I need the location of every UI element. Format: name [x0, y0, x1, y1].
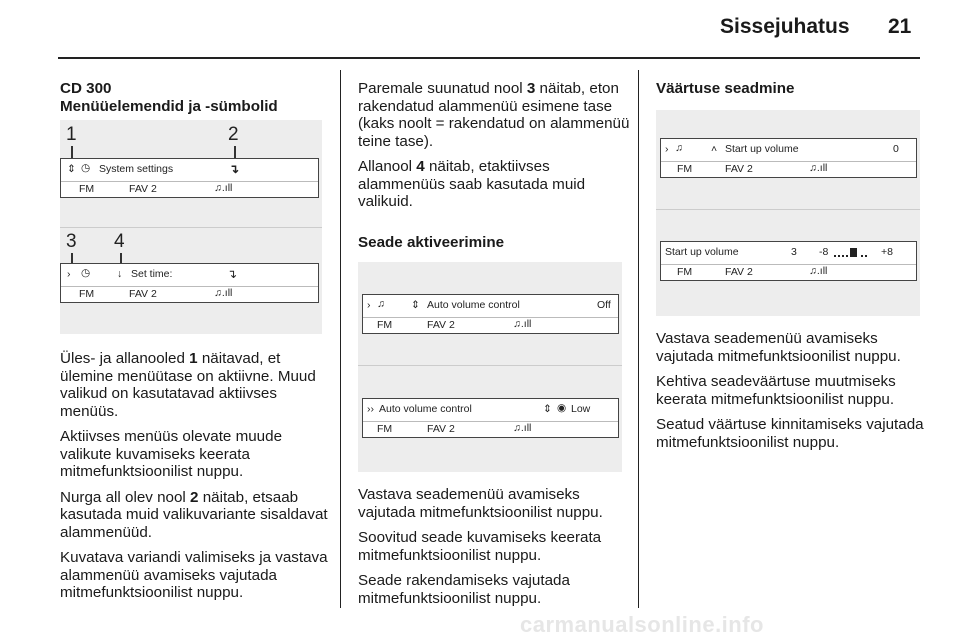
right-arrow-icon: ›	[67, 268, 71, 280]
display-screen	[660, 138, 917, 178]
callout-1: 1	[66, 124, 77, 145]
watermark: carmanualsonline.info	[520, 612, 764, 637]
middle-text-block-2	[358, 486, 630, 615]
setting-value: Low	[571, 403, 591, 415]
paragraph: Aktiivses menüüs olevate muude valikute kuvamiseks keerata mitmefunktsioonilist nuppu.	[60, 428, 283, 480]
model-name: CD 300	[60, 80, 112, 97]
radio-selected-icon: ◉	[557, 402, 567, 414]
music-note-icon: ♫	[675, 142, 683, 154]
music-signal-icon: ♫.ıll	[513, 318, 532, 330]
updown-arrows-icon: ⇕	[411, 299, 420, 311]
display-screen	[60, 158, 319, 198]
callout-2: 2	[228, 124, 239, 145]
paragraph: Vastava seademenüü avamiseks vajutada mitmefunktsioonilist nuppu.	[656, 330, 901, 365]
menu-title: System settings	[99, 163, 174, 175]
station-label: FAV 2	[725, 163, 753, 175]
menu-title: Auto volume control	[427, 299, 520, 311]
up-arrow-icon: ˄	[711, 143, 718, 155]
callout-3: 3	[66, 231, 77, 252]
station-label: FAV 2	[427, 423, 455, 435]
paragraph: Seade rakendamiseks vajutada mitmefunktsioonilist nuppu.	[358, 572, 570, 607]
scale-min: -8	[819, 246, 829, 258]
band-label: FM	[79, 288, 95, 300]
double-right-arrow-icon: ››	[367, 403, 374, 415]
updown-arrows-icon: ⇕	[67, 163, 76, 175]
callout-4: 4	[114, 231, 125, 252]
panel-separator	[656, 209, 920, 210]
paragraph: Kuvatava variandi valimiseks ja vastava alammenüü avamiseks vajutada mitmefunktsioonilist nuppu.	[60, 549, 328, 601]
menu-title: Auto volume control	[379, 403, 472, 415]
display-screen	[660, 241, 917, 281]
station-label: FAV 2	[129, 288, 157, 300]
panel-separator	[60, 227, 322, 228]
middle-text-block	[358, 80, 630, 219]
band-label: FM	[677, 266, 693, 278]
clock-icon: ◷	[81, 162, 91, 174]
music-note-icon: ♫	[377, 298, 385, 310]
down-arrow-icon: ↓	[117, 268, 123, 280]
column-divider	[340, 70, 341, 608]
station-label: FAV 2	[427, 319, 455, 331]
header-rule	[58, 57, 920, 59]
paragraph: Allanool 4 näitab, etaktiivses alammenüüs saab kasutada muid valikuid.	[358, 158, 586, 210]
page-header-title: Sissejuhatus	[720, 15, 850, 38]
band-label: FM	[377, 319, 393, 331]
submenu-arrow-icon: ↴	[227, 267, 238, 281]
music-signal-icon: ♫.ıll	[809, 265, 828, 277]
station-label: FAV 2	[129, 183, 157, 195]
paragraph: Soovitud seade kuvamiseks keerata mitmefunktsioonilist nuppu.	[358, 529, 602, 564]
right-arrow-icon: ›	[665, 143, 669, 155]
clock-icon: ◷	[81, 267, 91, 279]
display-screen	[362, 294, 619, 334]
submenu-arrow-icon: ↴	[229, 162, 240, 176]
right-arrow-icon: ›	[367, 299, 371, 311]
music-signal-icon: ♫.ıll	[513, 422, 532, 434]
section-heading: Menüüelemendid ja -sümbolid	[60, 98, 278, 115]
paragraph: Seatud väärtuse kinnitamiseks vajutada mitmefunktsioonilist nuppu.	[656, 416, 924, 451]
page-number: 21	[888, 15, 912, 38]
display-screen	[60, 263, 319, 303]
setting-value: Off	[597, 299, 611, 311]
setting-value: 3	[791, 246, 797, 258]
music-signal-icon: ♫.ıll	[214, 287, 233, 299]
station-label: FAV 2	[725, 266, 753, 278]
paragraph: Paremale suunatud nool 3 näitab, eton rakendatud alammenüü esimene tase (kaks noolt = rakendatud on alammenüü teine tase).	[358, 80, 630, 150]
paragraph: Kehtiva seadeväärtuse muutmiseks keerata mitmefunktsioonilist nuppu.	[656, 373, 896, 408]
menu-title: Start up volume	[725, 143, 799, 155]
paragraph: Nurga all olev nool 2 näitab, etsaab kasutada muid valikuvariante sisaldavat alammenüüd.	[60, 488, 328, 541]
column-divider	[638, 70, 639, 608]
right-text-block	[656, 330, 928, 459]
setting-value: 0	[893, 143, 899, 155]
band-label: FM	[377, 423, 393, 435]
volume-slider	[833, 247, 881, 259]
paragraph: Vastava seademenüü avamiseks vajutada mitmefunktsioonilist nuppu.	[358, 486, 603, 521]
scale-max: +8	[881, 246, 893, 258]
band-label: FM	[677, 163, 693, 175]
section-heading: Seade aktiveerimine	[358, 234, 505, 251]
panel-separator	[358, 365, 622, 366]
menu-title: Start up volume	[665, 246, 739, 258]
menu-title: Set time:	[131, 268, 173, 280]
section-heading: Väärtuse seadmine	[656, 80, 795, 97]
updown-arrows-icon: ⇕	[543, 403, 552, 415]
music-signal-icon: ♫.ıll	[214, 182, 233, 194]
left-text-block	[60, 350, 332, 610]
band-label: FM	[79, 183, 95, 195]
music-signal-icon: ♫.ıll	[809, 162, 828, 174]
paragraph: Üles- ja allanooled 1 näitavad, et ülemine menüütase on aktiivne. Muud valikud on kasutatavad aktiivses menüüs.	[60, 350, 316, 420]
display-screen	[362, 398, 619, 438]
